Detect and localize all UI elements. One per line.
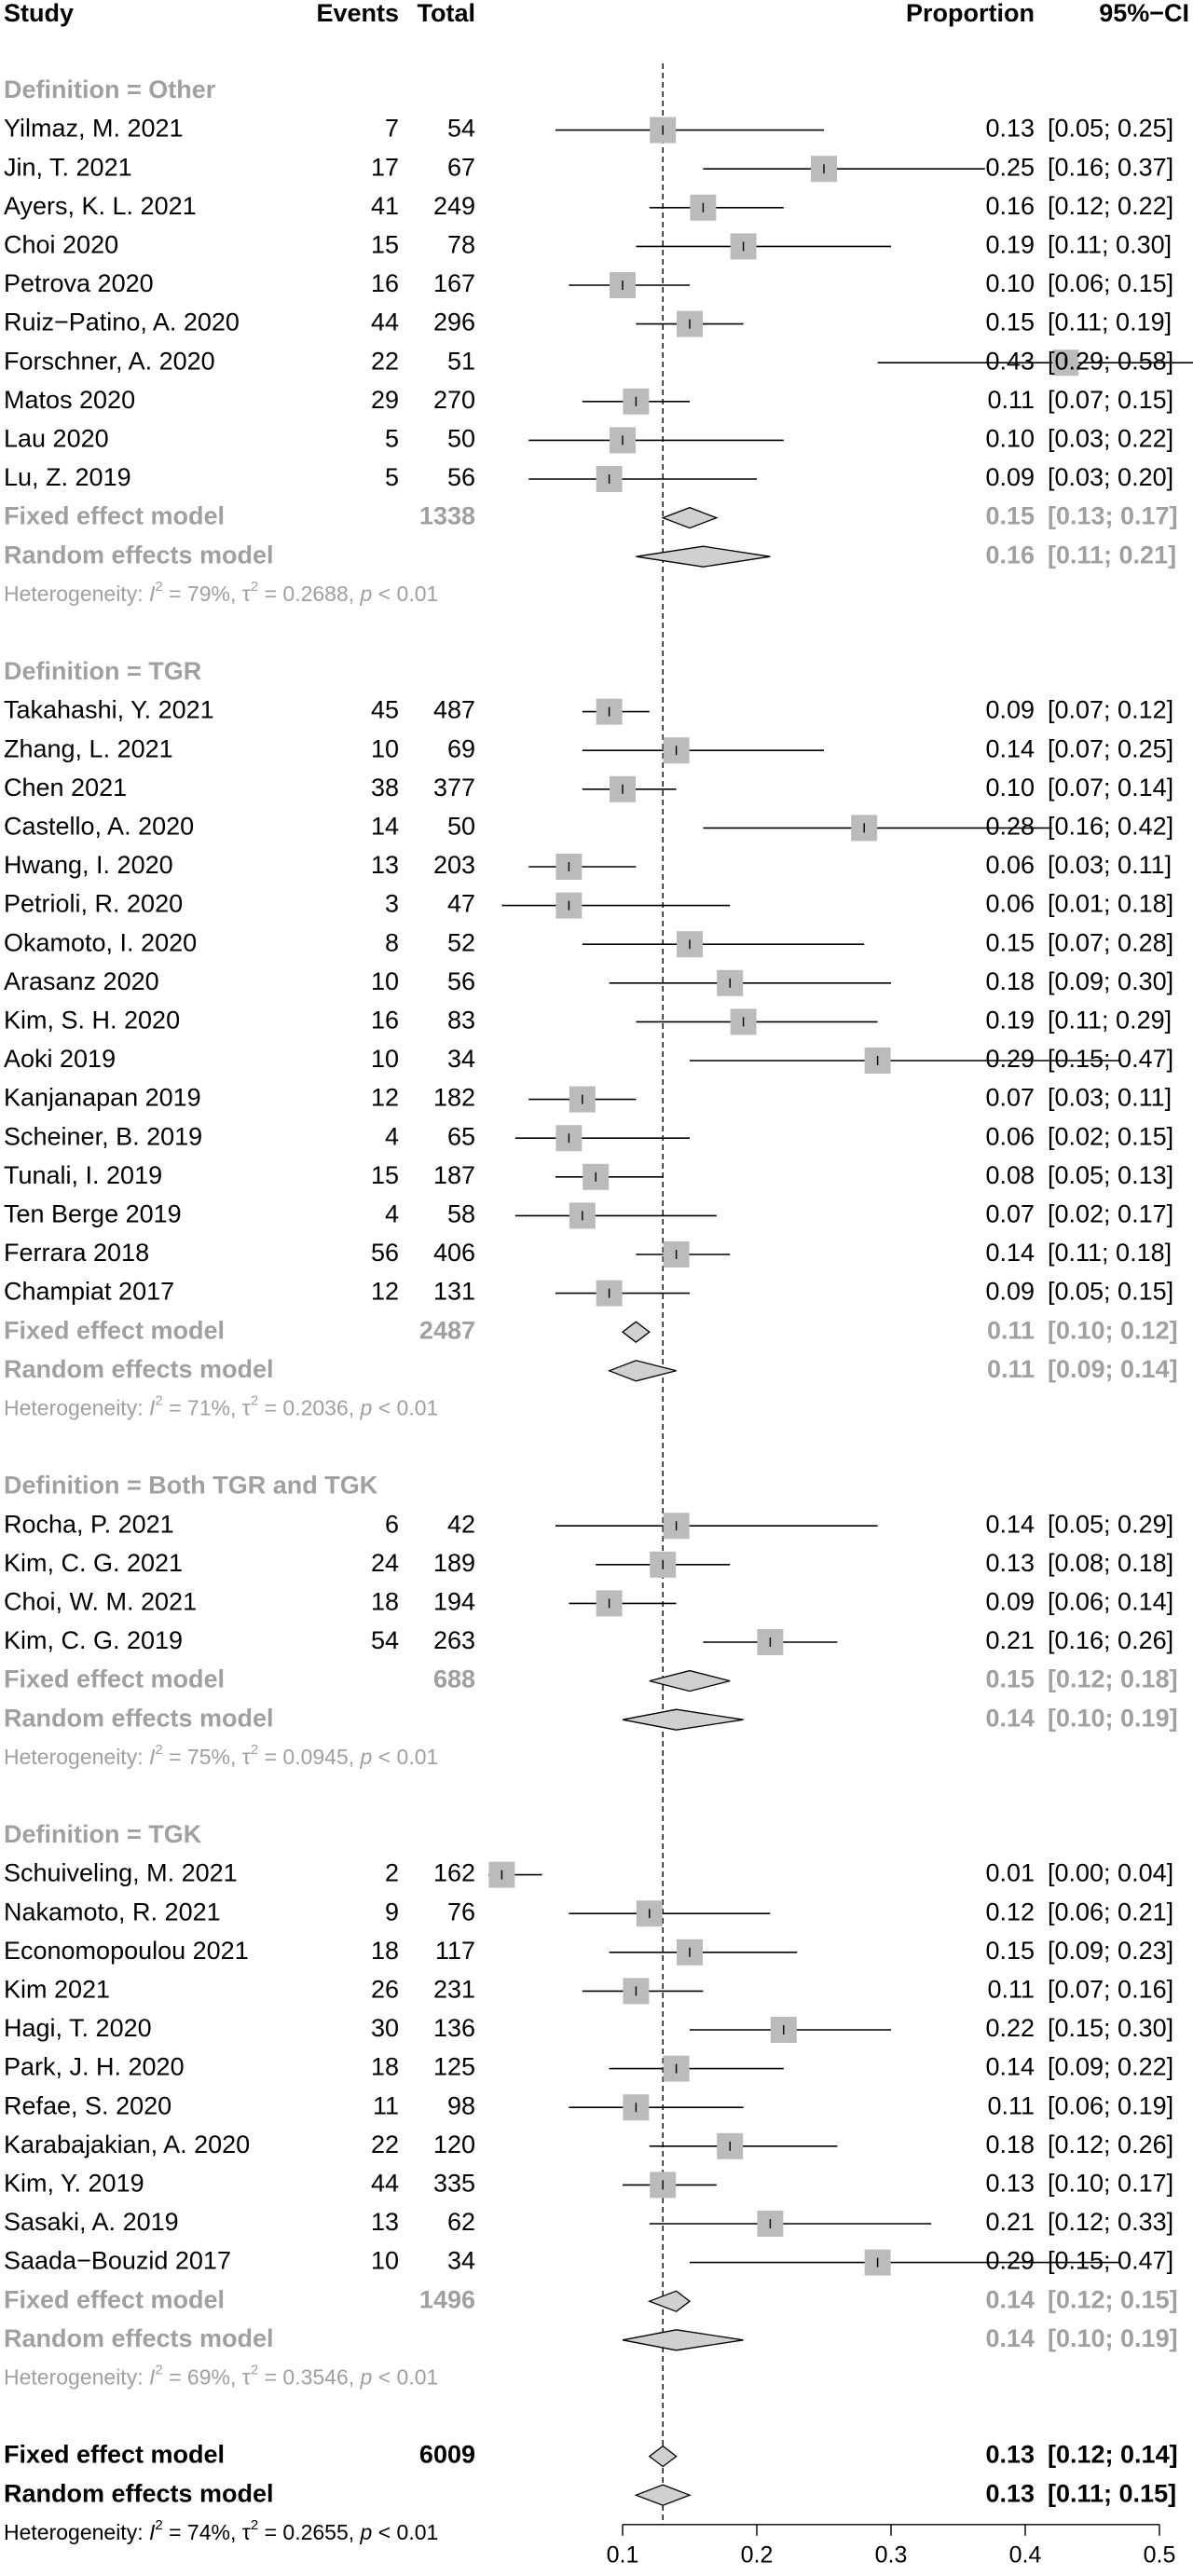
- x-tick-label: 0.2: [740, 2542, 774, 2569]
- study-events: 18: [370, 1936, 399, 1965]
- study-name: Ruiz−Patino, A. 2020: [4, 308, 240, 336]
- study-total: 187: [432, 1160, 475, 1189]
- study-events: 5: [384, 463, 399, 492]
- overall-fixed-model-ci: [0.12; 0.14]: [1048, 2440, 1178, 2469]
- study-proportion: 0.19: [985, 230, 1035, 259]
- study-ci: [0.09; 0.23]: [1048, 1936, 1174, 1965]
- study-proportion: 0.06: [985, 889, 1035, 918]
- study-events: 22: [370, 2130, 399, 2158]
- study-name: Jin, T. 2021: [4, 153, 132, 182]
- subgroup-random-model-ci: [0.10; 0.19]: [1048, 2323, 1178, 2352]
- study-proportion: 0.12: [985, 1898, 1035, 1926]
- study-proportion: 0.11: [987, 1975, 1035, 2004]
- study-name: Karabajakian, A. 2020: [4, 2130, 251, 2158]
- study-proportion: 0.15: [985, 308, 1035, 336]
- subgroup-fixed-model-ci: [0.10; 0.12]: [1048, 1316, 1178, 1345]
- study-events: 15: [370, 1160, 399, 1189]
- study-total: 136: [432, 2014, 475, 2043]
- subgroup-random-model-proportion: 0.14: [985, 2323, 1035, 2352]
- study-ci: [0.12; 0.26]: [1048, 2130, 1174, 2158]
- subgroup-fixed-model-ci: [0.12; 0.18]: [1048, 1665, 1178, 1693]
- study-name: Kim, S. H. 2020: [4, 1006, 181, 1035]
- study-name: Matos 2020: [4, 385, 136, 414]
- study-name: Hagi, T. 2020: [4, 2014, 152, 2043]
- study-name: Economopoulou 2021: [4, 1936, 249, 1965]
- study-ci: [0.12; 0.33]: [1048, 2208, 1174, 2237]
- study-proportion: 0.15: [985, 928, 1035, 957]
- study-proportion: 0.09: [985, 1277, 1035, 1306]
- study-proportion: 0.43: [985, 347, 1035, 376]
- study-events: 9: [384, 1898, 399, 1926]
- study-ci: [0.08; 0.18]: [1048, 1548, 1174, 1577]
- study-proportion: 0.16: [985, 191, 1035, 220]
- subgroup-fixed-model-label: Fixed effect model: [4, 1316, 226, 1345]
- study-events: 17: [370, 153, 399, 182]
- study-events: 56: [370, 1239, 399, 1267]
- study-events: 5: [384, 424, 399, 453]
- subgroup-random-model-diamond: [623, 2330, 744, 2350]
- subgroup-fixed-model-diamond: [650, 1671, 730, 1692]
- study-name: Zhang, L. 2021: [4, 734, 173, 763]
- study-ci: [0.16; 0.42]: [1048, 812, 1174, 841]
- study-proportion: 0.19: [985, 1006, 1035, 1035]
- study-name: Tunali, I. 2019: [4, 1160, 163, 1189]
- subgroup-random-model-label: Random effects model: [4, 541, 274, 569]
- study-ci: [0.06; 0.19]: [1048, 2091, 1174, 2120]
- study-name: Kim, C. G. 2019: [4, 1626, 184, 1655]
- study-total: 69: [446, 734, 475, 763]
- study-ci: [0.07; 0.28]: [1048, 928, 1174, 957]
- subgroup-fixed-model-total: 1496: [418, 2285, 475, 2314]
- study-total: 117: [434, 1936, 475, 1965]
- subgroup-fixed-model-proportion: 0.11: [986, 1316, 1035, 1345]
- study-proportion: 0.15: [985, 1936, 1035, 1965]
- study-name: Arasanz 2020: [4, 966, 159, 995]
- study-proportion: 0.25: [985, 153, 1035, 182]
- study-total: 182: [432, 1083, 475, 1112]
- study-ci: [0.05; 0.15]: [1048, 1277, 1174, 1306]
- study-events: 11: [372, 2091, 399, 2120]
- header-ci: 95%−CI: [1099, 0, 1189, 28]
- study-ci: [0.11; 0.29]: [1048, 1006, 1172, 1035]
- study-proportion: 0.22: [985, 2014, 1035, 2043]
- study-name: Champiat 2017: [4, 1277, 175, 1306]
- study-ci: [0.16; 0.37]: [1048, 153, 1174, 182]
- heterogeneity-text: Heterogeneity: $I^2 = 79\%$, $\tau^2 = 0.2688$, p < 0.01: [4, 579, 439, 606]
- study-events: 6: [384, 1510, 399, 1539]
- study-proportion: 0.07: [985, 1199, 1035, 1228]
- study-ci: [0.12; 0.22]: [1048, 191, 1174, 220]
- study-total: 125: [432, 2052, 475, 2081]
- study-total: 98: [446, 2091, 475, 2120]
- study-ci: [0.11; 0.19]: [1048, 308, 1172, 336]
- study-name: Lau 2020: [4, 424, 109, 453]
- study-total: 231: [432, 1975, 475, 2004]
- study-proportion: 0.13: [985, 114, 1035, 143]
- study-events: 10: [370, 1045, 399, 1074]
- study-name: Lu, Z. 2019: [4, 463, 131, 492]
- study-name: Petrioli, R. 2020: [4, 889, 184, 918]
- subgroup-fixed-model-ci: [0.13; 0.17]: [1048, 501, 1178, 530]
- study-total: 50: [446, 424, 475, 453]
- study-proportion: 0.14: [985, 734, 1035, 763]
- subgroup-fixed-model-diamond: [663, 508, 717, 528]
- study-events: 14: [370, 812, 399, 841]
- study-total: 50: [446, 812, 475, 841]
- study-events: 15: [370, 230, 399, 259]
- study-name: Park, J. H. 2020: [4, 2052, 185, 2081]
- study-events: 38: [370, 773, 399, 802]
- study-total: 377: [432, 773, 475, 802]
- study-ci: [0.15; 0.47]: [1048, 2246, 1174, 2275]
- subgroup-random-model-diamond: [623, 1709, 744, 1730]
- x-axis: [607, 2525, 1176, 2569]
- study-ci: [0.11; 0.30]: [1048, 230, 1172, 259]
- study-name: Kanjanapan 2019: [4, 1083, 201, 1112]
- study-events: 13: [370, 851, 399, 880]
- study-ci: [0.03; 0.11]: [1048, 851, 1172, 880]
- study-proportion: 0.18: [985, 966, 1035, 995]
- study-proportion: 0.21: [985, 1626, 1035, 1655]
- study-proportion: 0.01: [985, 1858, 1035, 1887]
- x-tick-label: 0.1: [606, 2542, 639, 2569]
- study-total: 120: [432, 2130, 475, 2158]
- study-ci: [0.06; 0.21]: [1048, 1898, 1174, 1926]
- study-proportion: 0.13: [985, 2169, 1035, 2198]
- study-events: 10: [370, 966, 399, 995]
- study-events: 44: [370, 308, 399, 336]
- study-proportion: 0.10: [985, 773, 1035, 802]
- subgroup-fixed-model-diamond: [623, 1322, 650, 1342]
- study-events: 24: [370, 1548, 399, 1577]
- study-ci: [0.03; 0.20]: [1048, 463, 1174, 492]
- header-proportion: Proportion: [906, 0, 1035, 28]
- study-ci: [0.15; 0.47]: [1048, 1045, 1174, 1074]
- subgroup-fixed-model-label: Fixed effect model: [4, 1665, 226, 1693]
- study-events: 10: [370, 734, 399, 763]
- study-name: Petrova 2020: [4, 269, 154, 298]
- study-proportion: 0.13: [985, 1548, 1035, 1577]
- study-proportion: 0.07: [985, 1083, 1035, 1112]
- study-ci: [0.05; 0.25]: [1048, 114, 1174, 143]
- overall-fixed-model-diamond: [650, 2446, 677, 2467]
- study-proportion: 0.14: [985, 1510, 1035, 1539]
- study-name: Aoki 2019: [4, 1045, 117, 1074]
- subgroup-heading: Definition = Other: [4, 75, 216, 104]
- study-proportion: 0.09: [985, 463, 1035, 492]
- study-total: 335: [432, 2169, 475, 2198]
- study-total: 67: [446, 153, 475, 182]
- heterogeneity-text: Heterogeneity: $I^2 = 74\%$, $\tau^2 = 0.2655$, p < 0.01: [4, 2517, 439, 2544]
- study-total: 487: [432, 695, 475, 724]
- study-proportion: 0.09: [985, 695, 1035, 724]
- subgroup-random-model-diamond: [636, 546, 770, 567]
- study-total: 52: [446, 928, 475, 957]
- study-name: Kim, Y. 2019: [4, 2169, 144, 2198]
- study-name: Choi, W. M. 2021: [4, 1587, 198, 1616]
- heterogeneity-text: Heterogeneity: $I^2 = 69\%$, $\tau^2 = 0.3546$, p < 0.01: [4, 2362, 439, 2390]
- study-ci: [0.05; 0.13]: [1048, 1160, 1174, 1189]
- study-proportion: 0.21: [985, 2208, 1035, 2237]
- subgroup-fixed-model-label: Fixed effect model: [4, 501, 226, 530]
- study-events: 54: [370, 1626, 399, 1655]
- study-name: Ten Berge 2019: [4, 1199, 182, 1228]
- study-events: 16: [370, 1006, 399, 1035]
- study-proportion: 0.10: [985, 424, 1035, 453]
- study-proportion: 0.28: [985, 812, 1035, 841]
- study-total: 47: [446, 889, 475, 918]
- study-total: 54: [446, 114, 475, 143]
- study-total: 406: [432, 1239, 475, 1267]
- overall-fixed-model-total: 6009: [418, 2440, 475, 2469]
- subgroup-fixed-model-total: 688: [432, 1665, 475, 1693]
- heterogeneity-text: Heterogeneity: $I^2 = 75\%$, $\tau^2 = 0.0945$, p < 0.01: [4, 1742, 439, 1769]
- study-proportion: 0.11: [987, 2091, 1035, 2120]
- study-proportion: 0.06: [985, 851, 1035, 880]
- subgroup-fixed-model-ci: [0.12; 0.15]: [1048, 2285, 1178, 2314]
- subgroup-random-model-label: Random effects model: [4, 1704, 274, 1733]
- study-ci: [0.02; 0.15]: [1048, 1122, 1174, 1151]
- study-ci: [0.16; 0.26]: [1048, 1626, 1174, 1655]
- study-name: Sasaki, A. 2019: [4, 2208, 179, 2237]
- study-total: 194: [432, 1587, 475, 1616]
- study-ci: [0.00; 0.04]: [1048, 1858, 1174, 1887]
- study-ci: [0.07; 0.25]: [1048, 734, 1174, 763]
- study-events: 13: [370, 2208, 399, 2237]
- study-proportion: 0.14: [985, 2052, 1035, 2081]
- study-name: Okamoto, I. 2020: [4, 928, 198, 957]
- study-ci: [0.03; 0.22]: [1048, 424, 1174, 453]
- study-total: 65: [446, 1122, 475, 1151]
- subgroup-fixed-model-label: Fixed effect model: [4, 2285, 226, 2314]
- study-events: 44: [370, 2169, 399, 2198]
- study-events: 18: [370, 1587, 399, 1616]
- subgroup-fixed-model-total: 1338: [418, 501, 475, 530]
- study-proportion: 0.09: [985, 1587, 1035, 1616]
- study-proportion: 0.18: [985, 2130, 1035, 2158]
- study-total: 34: [446, 2246, 475, 2275]
- overall-random-model-diamond: [636, 2485, 690, 2505]
- study-events: 22: [370, 347, 399, 376]
- subgroup-random-model-ci: [0.09; 0.14]: [1048, 1354, 1178, 1383]
- study-events: 3: [384, 889, 399, 918]
- study-proportion: 0.29: [985, 2246, 1035, 2275]
- overall-random-model-proportion: 0.13: [985, 2479, 1035, 2508]
- study-total: 83: [446, 1006, 475, 1035]
- x-tick-label: 0.3: [874, 2542, 908, 2569]
- overall-random-model-ci: [0.11; 0.15]: [1048, 2479, 1177, 2508]
- study-events: 29: [370, 385, 399, 414]
- header-total: Total: [417, 0, 475, 28]
- subgroup-random-model-ci: [0.11; 0.21]: [1048, 541, 1177, 569]
- study-name: Castello, A. 2020: [4, 812, 195, 841]
- study-total: 263: [432, 1626, 475, 1655]
- study-total: 51: [446, 347, 475, 376]
- study-total: 42: [446, 1510, 475, 1539]
- study-total: 62: [446, 2208, 475, 2237]
- study-ci: [0.11; 0.18]: [1048, 1239, 1172, 1267]
- study-ci: [0.01; 0.18]: [1048, 889, 1174, 918]
- table-text: [4, 0, 1189, 2544]
- subgroup-random-model-proportion: 0.11: [986, 1354, 1035, 1383]
- study-proportion: 0.06: [985, 1122, 1035, 1151]
- study-ci: [0.02; 0.17]: [1048, 1199, 1174, 1228]
- study-name: Kim, C. G. 2021: [4, 1548, 184, 1577]
- subgroup-fixed-model-proportion: 0.15: [985, 1665, 1035, 1693]
- study-name: Kim 2021: [4, 1975, 111, 2004]
- subgroup-heading: Definition = TGR: [4, 657, 202, 686]
- study-events: 12: [370, 1277, 399, 1306]
- study-events: 10: [370, 2246, 399, 2275]
- study-total: 78: [446, 230, 475, 259]
- header-events: Events: [316, 0, 399, 28]
- study-name: Ferrara 2018: [4, 1239, 150, 1267]
- study-events: 4: [384, 1199, 399, 1228]
- study-events: 12: [370, 1083, 399, 1112]
- subgroup-heading: Definition = Both TGR and TGK: [4, 1471, 378, 1500]
- subgroup-fixed-model-diamond: [650, 2291, 690, 2311]
- study-events: 16: [370, 269, 399, 298]
- overall-random-model-label: Random effects model: [4, 2479, 274, 2508]
- study-ci: [0.07; 0.15]: [1048, 385, 1174, 414]
- study-events: 4: [384, 1122, 399, 1151]
- study-name: Schuiveling, M. 2021: [4, 1858, 238, 1887]
- study-events: 18: [370, 2052, 399, 2081]
- study-total: 249: [432, 191, 475, 220]
- study-ci: [0.15; 0.30]: [1048, 2014, 1174, 2043]
- study-name: Ayers, K. L. 2021: [4, 191, 197, 220]
- study-name: Saada−Bouzid 2017: [4, 2246, 231, 2275]
- x-tick-label: 0.5: [1143, 2542, 1176, 2569]
- study-ci: [0.29; 0.58]: [1048, 347, 1174, 376]
- study-total: 34: [446, 1045, 475, 1074]
- study-proportion: 0.08: [985, 1160, 1035, 1189]
- study-ci: [0.09; 0.22]: [1048, 2052, 1174, 2081]
- study-name: Forschner, A. 2020: [4, 347, 215, 376]
- study-total: 203: [432, 851, 475, 880]
- study-total: 270: [432, 385, 475, 414]
- study-ci: [0.07; 0.16]: [1048, 1975, 1174, 2004]
- study-ci: [0.06; 0.15]: [1048, 269, 1174, 298]
- study-proportion: 0.29: [985, 1045, 1035, 1074]
- study-ci: [0.07; 0.14]: [1048, 773, 1174, 802]
- study-total: 56: [446, 966, 475, 995]
- x-tick-label: 0.4: [1008, 2542, 1042, 2569]
- study-events: 41: [370, 191, 399, 220]
- study-name: Nakamoto, R. 2021: [4, 1898, 221, 1926]
- subgroup-random-model-label: Random effects model: [4, 1354, 274, 1383]
- heterogeneity-text: Heterogeneity: $I^2 = 71\%$, $\tau^2 = 0.2036$, p < 0.01: [4, 1392, 439, 1420]
- study-total: 189: [432, 1548, 475, 1577]
- subgroup-random-model-ci: [0.10; 0.19]: [1048, 1704, 1178, 1733]
- study-proportion: 0.14: [985, 1239, 1035, 1267]
- study-name: Chen 2021: [4, 773, 128, 802]
- study-events: 30: [370, 2014, 399, 2043]
- study-events: 7: [384, 114, 399, 143]
- study-total: 296: [432, 308, 475, 336]
- subgroup-random-model-proportion: 0.14: [985, 1704, 1035, 1733]
- study-name: Rocha, P. 2021: [4, 1510, 174, 1539]
- study-events: 8: [384, 928, 399, 957]
- subgroup-random-model-label: Random effects model: [4, 2323, 274, 2352]
- study-proportion: 0.11: [987, 385, 1035, 414]
- study-events: 2: [384, 1858, 399, 1887]
- study-total: 162: [432, 1858, 475, 1887]
- study-ci: [0.05; 0.29]: [1048, 1510, 1174, 1539]
- study-ci: [0.10; 0.17]: [1048, 2169, 1174, 2198]
- study-ci: [0.06; 0.14]: [1048, 1587, 1174, 1616]
- subgroup-random-model-diamond: [610, 1361, 677, 1381]
- study-total: 76: [446, 1898, 475, 1926]
- overall-fixed-model-proportion: 0.13: [985, 2440, 1035, 2469]
- study-total: 131: [432, 1277, 475, 1306]
- study-total: 56: [446, 463, 475, 492]
- study-total: 58: [446, 1199, 475, 1228]
- study-name: Choi 2020: [4, 230, 119, 259]
- subgroup-fixed-model-proportion: 0.15: [985, 501, 1035, 530]
- study-name: Refae, S. 2020: [4, 2091, 172, 2120]
- study-name: Takahashi, Y. 2021: [4, 695, 214, 724]
- study-events: 45: [370, 695, 399, 724]
- subgroup-fixed-model-proportion: 0.14: [985, 2285, 1035, 2314]
- subgroup-random-model-proportion: 0.16: [985, 541, 1035, 569]
- study-total: 167: [432, 269, 475, 298]
- study-events: 26: [370, 1975, 399, 2004]
- subgroup-fixed-model-total: 2487: [418, 1316, 475, 1345]
- study-proportion: 0.10: [985, 269, 1035, 298]
- study-name: Yilmaz, M. 2021: [4, 114, 184, 143]
- study-ci: [0.07; 0.12]: [1048, 695, 1174, 724]
- study-ci: [0.09; 0.30]: [1048, 966, 1174, 995]
- overall-fixed-model-label: Fixed effect model: [4, 2440, 226, 2469]
- study-ci: [0.03; 0.11]: [1048, 1083, 1172, 1112]
- header-study: Study: [4, 0, 75, 28]
- study-name: Hwang, I. 2020: [4, 851, 173, 880]
- subgroup-heading: Definition = TGK: [4, 1820, 202, 1849]
- study-name: Scheiner, B. 2019: [4, 1122, 203, 1151]
